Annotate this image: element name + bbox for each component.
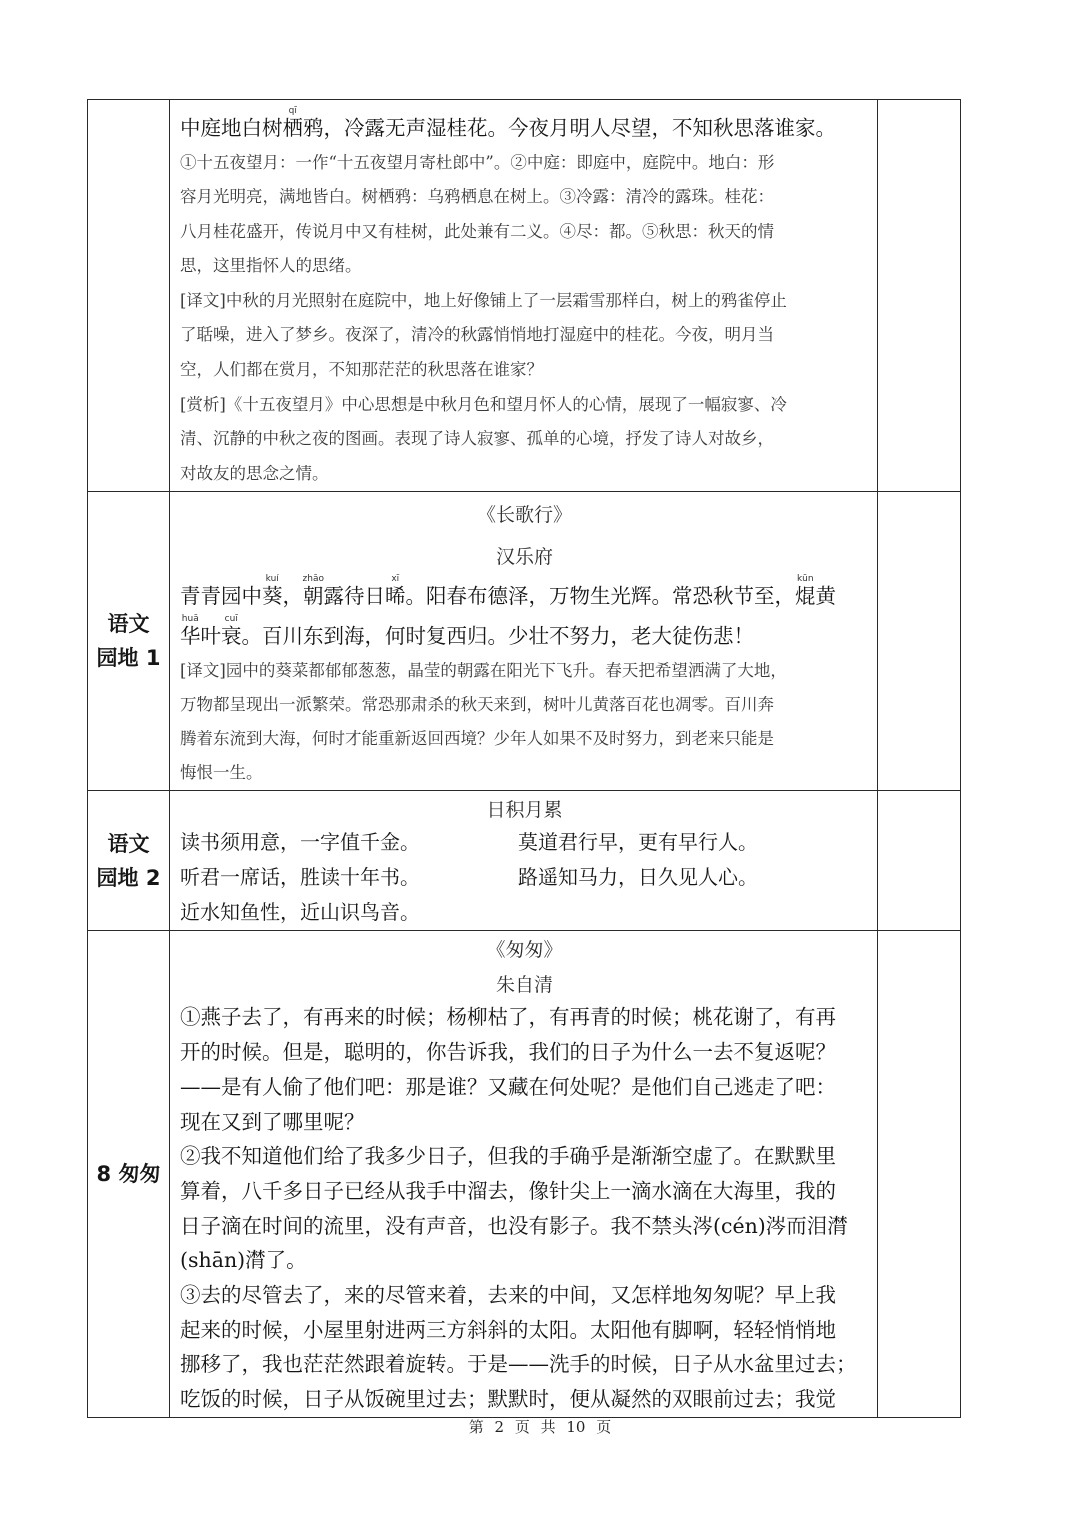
pinyin-ruby: 栖qī bbox=[282, 106, 303, 140]
table-row-chang-ge-xing bbox=[88, 492, 961, 791]
row-label: 8 匆匆 bbox=[88, 931, 170, 1417]
essay-line: 现在又到了哪里呢？ bbox=[180, 1109, 365, 1134]
proverb: 听君一席话，胜读十年书。 bbox=[180, 865, 420, 890]
content-cell bbox=[170, 791, 878, 931]
translation-line: 悔恨一生。 bbox=[180, 763, 263, 783]
essay-author: 朱自清 bbox=[495, 974, 553, 997]
content-cell bbox=[170, 492, 878, 791]
note-line: 八月桂花盛开，传说月中又有桂树，此处兼有二义。④尽：都。⑤秋思：秋天的情 bbox=[180, 221, 774, 241]
note-line: 思，这里指怀人的思绪。 bbox=[180, 256, 362, 276]
proverb: 近水知鱼性，近山识鸟音。 bbox=[180, 900, 420, 925]
proverb: 读书须用意，一字值千金。 bbox=[180, 830, 420, 855]
row-label: 语文 园地 1 bbox=[88, 492, 170, 791]
proverb: 莫道君行早，更有早行人。 bbox=[518, 830, 758, 855]
poem-text: 鸦，冷露无声湿桂花。今夜月明人尽望，不知秋思落谁家。 bbox=[303, 116, 836, 140]
proverb-pair bbox=[180, 825, 869, 860]
analysis-line: 对故友的思念之情。 bbox=[180, 463, 329, 483]
essay-title: 《匆匆》 bbox=[486, 939, 563, 962]
proverb: 路遥知马力，日久见人心。 bbox=[518, 865, 758, 890]
essay-line: 日子滴在时间的流里，没有声音，也没有影子。我不禁头涔(cén)涔而泪潸 bbox=[180, 1213, 848, 1238]
translation-line: 空，人们都在赏月，不知那茫茫的秋思落在谁家？ bbox=[180, 360, 543, 380]
note-line: ①十五夜望月：一作“十五夜望月寄杜郎中”。②中庭：即庭中，庭院中。地白：形 bbox=[180, 152, 775, 172]
poem-line bbox=[180, 106, 869, 146]
essay-line: 挪移了，我也茫茫然跟着旋转。于是——洗手的时候，日子从水盆里过去； bbox=[180, 1352, 857, 1377]
translation-line: [译文]中秋的月光照射在庭院中，地上好像铺上了一层霜雪那样白，树上的鸦雀停止 bbox=[180, 290, 787, 310]
content-cell bbox=[170, 100, 878, 492]
section-title: 日积月累 bbox=[486, 799, 563, 822]
table-row-poem-mid-autumn bbox=[88, 100, 961, 492]
verse-line: 青青园中葵kuí，朝zhāo露待日晞xī。阳春布德泽，万物生光辉。常恐秋节至，焜kūn黄 bbox=[180, 574, 836, 609]
essay-line: 开的时候。但是，聪明的，你告诉我，我们的日子为什么一去不复返呢？ bbox=[180, 1040, 836, 1065]
translation-line: [译文]园中的葵菜都郁郁葱葱，晶莹的朝露在阳光下飞升。春天把希望洒满了大地， bbox=[180, 661, 787, 681]
essay-line: 吃饭的时候，日子从饭碗里过去；默默时，便从凝然的双眼前过去；我觉 bbox=[180, 1387, 836, 1412]
essay-line: (shān)潸了。 bbox=[180, 1248, 307, 1273]
poem-text: 中庭地白树 bbox=[180, 116, 283, 140]
content-table bbox=[87, 99, 961, 1418]
proverb-pair bbox=[180, 895, 869, 930]
page-footer: 第 2 页 共 10 页 bbox=[468, 1418, 612, 1436]
table-row-ri-ji-yue-lei bbox=[88, 791, 961, 931]
poem-title: 《长歌行》 bbox=[476, 504, 572, 527]
extra-cell bbox=[878, 931, 961, 1417]
label-cell-empty bbox=[88, 100, 170, 492]
translation-line: 了聒噪，进入了梦乡。夜深了，清冷的秋露悄悄地打湿庭中的桂花。今夜，明月当 bbox=[180, 325, 774, 345]
essay-line: 起来的时候，小屋里射进两三方斜斜的太阳。太阳他有脚啊，轻轻悄悄地 bbox=[180, 1317, 836, 1342]
extra-cell bbox=[878, 100, 961, 492]
analysis-line: 清、沉静的中秋之夜的图画。表现了诗人寂寥、孤单的心境，抒发了诗人对故乡， bbox=[180, 429, 774, 449]
essay-line: ——是有人偷了他们吧：那是谁？又藏在何处呢？是他们自己逃走了吧： bbox=[180, 1074, 836, 1099]
essay-line: 算着，八千多日子已经从我手中溜去，像针尖上一滴水滴在大海里，我的 bbox=[180, 1178, 836, 1203]
row-label: 语文 园地 2 bbox=[88, 791, 170, 931]
extra-cell bbox=[878, 791, 961, 931]
table-row-cong-cong bbox=[88, 931, 961, 1417]
proverb-pair bbox=[180, 860, 869, 895]
translation-line: 万物都呈现出一派繁荣。常恐那肃杀的秋天来到，树叶儿黄落百花也凋零。百川奔 bbox=[180, 695, 774, 715]
content-cell bbox=[170, 931, 878, 1417]
note-line: 容月光明亮，满地皆白。树栖鸦：乌鸦栖息在树上。③冷露：清冷的露珠。桂花： bbox=[180, 187, 774, 207]
essay-line: ③去的尽管去了，来的尽管来着，去来的中间，又怎样地匆匆呢？早上我 bbox=[180, 1283, 836, 1308]
poem-author: 汉乐府 bbox=[495, 546, 553, 569]
verse-line: 华huā叶衰cuī。百川东到海，何时复西归。少壮不努力，老大徒伤悲！ bbox=[180, 614, 754, 649]
analysis-line: [赏析]《十五夜望月》中心思想是中秋月色和望月怀人的心情，展现了一幅寂寥、冷 bbox=[180, 394, 787, 414]
essay-line: ②我不知道他们给了我多少日子，但我的手确乎是渐渐空虚了。在默默里 bbox=[180, 1144, 836, 1169]
essay-line: ①燕子去了，有再来的时候；杨柳枯了，有再青的时候；桃花谢了，有再 bbox=[180, 1005, 836, 1030]
translation-line: 腾着东流到大海，何时才能重新返回西境？少年人如果不及时努力，到老来只能是 bbox=[180, 729, 774, 749]
extra-cell bbox=[878, 492, 961, 791]
